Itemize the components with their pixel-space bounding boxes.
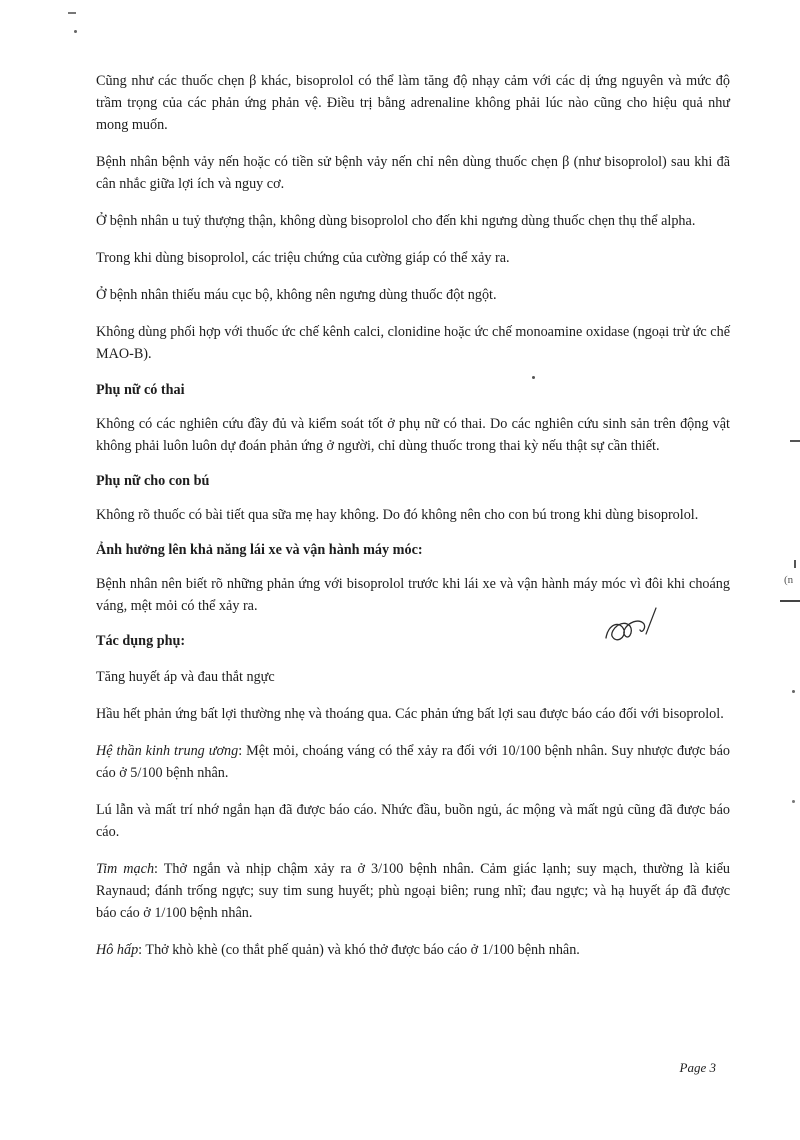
paragraph-thyrotoxicosis: Trong khi dùng bisoprolol, các triệu chứng của cường giáp có thể xảy ra. <box>96 250 510 266</box>
heading-breastfeeding: Phụ nữ cho con bú <box>96 473 210 489</box>
paragraph-driving: Bệnh nhân nên biết rõ những phản ứng với bisoprolol trước khi lái xe và vận hành máy móc vì đôi khi choáng váng, mệt mỏi có thể xảy ra. <box>96 576 730 614</box>
heading-pregnancy: Phụ nữ có thai <box>96 382 185 398</box>
heading-side-effects: Tác dụng phụ: <box>96 633 186 649</box>
paragraph-adverse-overview: Hầu hết phản ứng bất lợi thường nhẹ và thoáng qua. Các phản ứng bất lợi sau được báo cáo đối với bisoprolol. <box>96 706 724 722</box>
document-body <box>96 70 730 976</box>
label-cns: Hệ thần kinh trung ương <box>96 743 239 759</box>
page-number: Page 3 <box>679 1060 716 1075</box>
scan-tick-right-1 <box>790 440 800 442</box>
paragraph-anaphylaxis: Cũng như các thuốc chẹn β khác, bisoprolol có thể làm tăng độ nhạy cảm với các dị ứng nguyên và mức độ trầm trọng của các phản ứng phản vệ. Điều trị bằng adrenaline không phải lúc nào cũng cho hiệu quả như mong muốn. <box>96 73 730 133</box>
scan-tick-right-3 <box>780 600 800 602</box>
signature-mark <box>598 604 660 654</box>
scan-tick-right-2 <box>794 560 796 568</box>
label-respiratory: Hô hấp <box>96 942 139 958</box>
paragraph-respiratory <box>96 939 730 961</box>
text-cardiovascular: : Thở ngắn và nhịp chậm xảy ra ở 3/100 bệnh nhân. Cảm giác lạnh; suy mạch, thường là kiểu Raynaud; đánh trống ngực; suy tim sung huyết; phù ngoại biên; rung nhĩ; đau ngực; và hạ huyết áp đã được báo cáo ở 1/100 bệnh nhân. <box>96 861 730 921</box>
paragraph-hypertension-angina: Tăng huyết áp và đau thắt ngực <box>96 669 275 685</box>
text-cns: : Mệt mỏi, choáng váng có thể xảy ra đối với 10/100 bệnh nhân. Suy nhược được báo cáo ở 5/100 bệnh nhân. <box>96 743 730 781</box>
paragraph-combination: Không dùng phối hợp với thuốc ức chế kênh calci, clonidine hoặc ức chế monoamine oxidase (ngoại trừ ức chế MAO-B). <box>96 324 730 362</box>
text-respiratory: : Thở khò khè (co thắt phế quản) và khó thở được báo cáo ở 1/100 bệnh nhân. <box>138 942 580 958</box>
paragraph-psoriasis: Bệnh nhân bệnh vảy nến hoặc có tiền sử bệnh vảy nến chỉ nên dùng thuốc chẹn β (như bisoprolol) sau khi đã cân nhắc giữa lợi ích và nguy cơ. <box>96 154 730 192</box>
paragraph-pheochromocytoma: Ở bệnh nhân u tuỷ thượng thận, không dùng bisoprolol cho đến khi ngưng dùng thuốc chẹn thụ thể alpha. <box>96 213 696 229</box>
scan-dot-top-left <box>74 30 77 33</box>
paragraph-pregnancy: Không có các nghiên cứu đầy đủ và kiểm soát tốt ở phụ nữ có thai. Do các nghiên cứu sinh sản trên động vật không phải luôn luôn dự đoán phản ứng ở người, chỉ dùng thuốc trong thai kỳ nếu thật sự cần thiết. <box>96 416 730 454</box>
heading-driving: Ảnh hưởng lên khả năng lái xe và vận hành máy móc: <box>96 542 423 558</box>
paragraph-breastfeeding: Không rõ thuốc có bài tiết qua sữa mẹ hay không. Do đó không nên cho con bú trong khi dùng bisoprolol. <box>96 507 699 523</box>
paragraph-ischemia: Ở bệnh nhân thiếu máu cục bộ, không nên ngưng dùng thuốc đột ngột. <box>96 287 497 303</box>
scan-dot-right <box>792 690 795 693</box>
paragraph-confusion: Lú lẫn và mất trí nhớ ngắn hạn đã được báo cáo. Nhức đầu, buồn ngủ, ác mộng và mất ngủ cũng đã được báo cáo. <box>96 802 730 840</box>
margin-annotation: (n <box>784 574 794 586</box>
scan-tick-top-left <box>68 12 76 14</box>
label-cardiovascular: Tim mạch <box>96 861 155 877</box>
scan-dot-center <box>532 376 535 379</box>
scan-dot-right-lower <box>792 800 795 803</box>
paragraph-cns <box>96 740 730 784</box>
paragraph-cardiovascular <box>96 858 730 924</box>
